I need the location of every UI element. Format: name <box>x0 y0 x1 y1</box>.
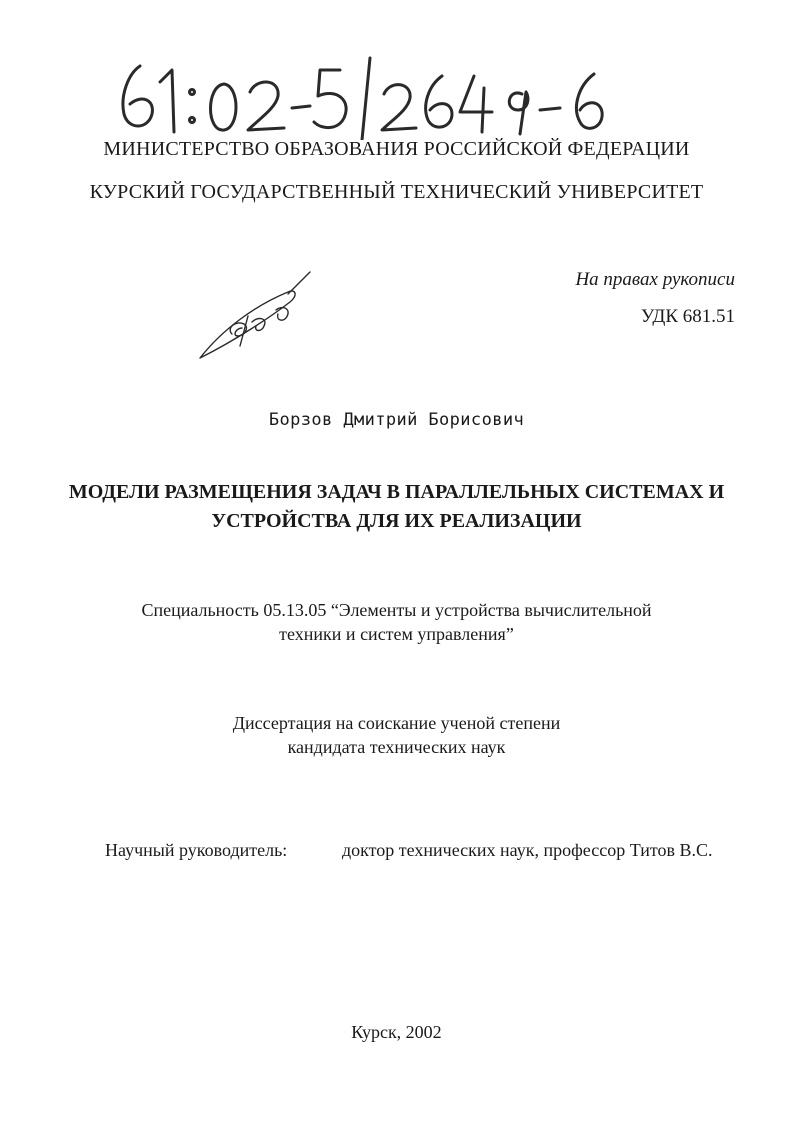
specialty-line-2: техники и систем управления” <box>279 624 514 644</box>
city-year: Курск, 2002 <box>351 1022 442 1042</box>
supervisor-label: Научный руководитель: <box>105 840 288 860</box>
degree-statement <box>0 711 793 759</box>
udc-code: УДК 681.51 <box>640 306 735 327</box>
rights-note: На правах рукописи <box>575 269 735 290</box>
title-line-2: УСТРОЙСТВА ДЛЯ ИХ РЕАЛИЗАЦИИ <box>211 510 582 532</box>
degree-line-1: Диссертация на соискание ученой степени <box>232 713 561 733</box>
dissertation-title <box>0 478 793 536</box>
university-heading: КУРСКИЙ ГОСУДАРСТВЕННЫЙ ТЕХНИЧЕСКИЙ УНИВЕРСИТЕТ <box>89 181 704 203</box>
handwritten-archive-code <box>108 48 628 140</box>
specialty-line-1: Специальность 05.13.05 “Элементы и устройства вычислительной <box>141 600 652 620</box>
specialty <box>0 598 793 646</box>
supervisor-name: доктор технических наук, профессор Титов В.С. <box>342 840 713 860</box>
signature <box>192 270 322 365</box>
degree-line-2: кандидата технических наук <box>287 737 506 757</box>
author-name: Борзов Дмитрий Борисович <box>268 410 525 430</box>
title-line-1: МОДЕЛИ РАЗМЕЩЕНИЯ ЗАДАЧ В ПАРАЛЛЕЛЬНЫХ СИСТЕМАХ И <box>68 481 725 503</box>
ministry-heading: МИНИСТЕРСТВО ОБРАЗОВАНИЯ РОССИЙСКОЙ ФЕДЕРАЦИИ <box>103 138 690 160</box>
